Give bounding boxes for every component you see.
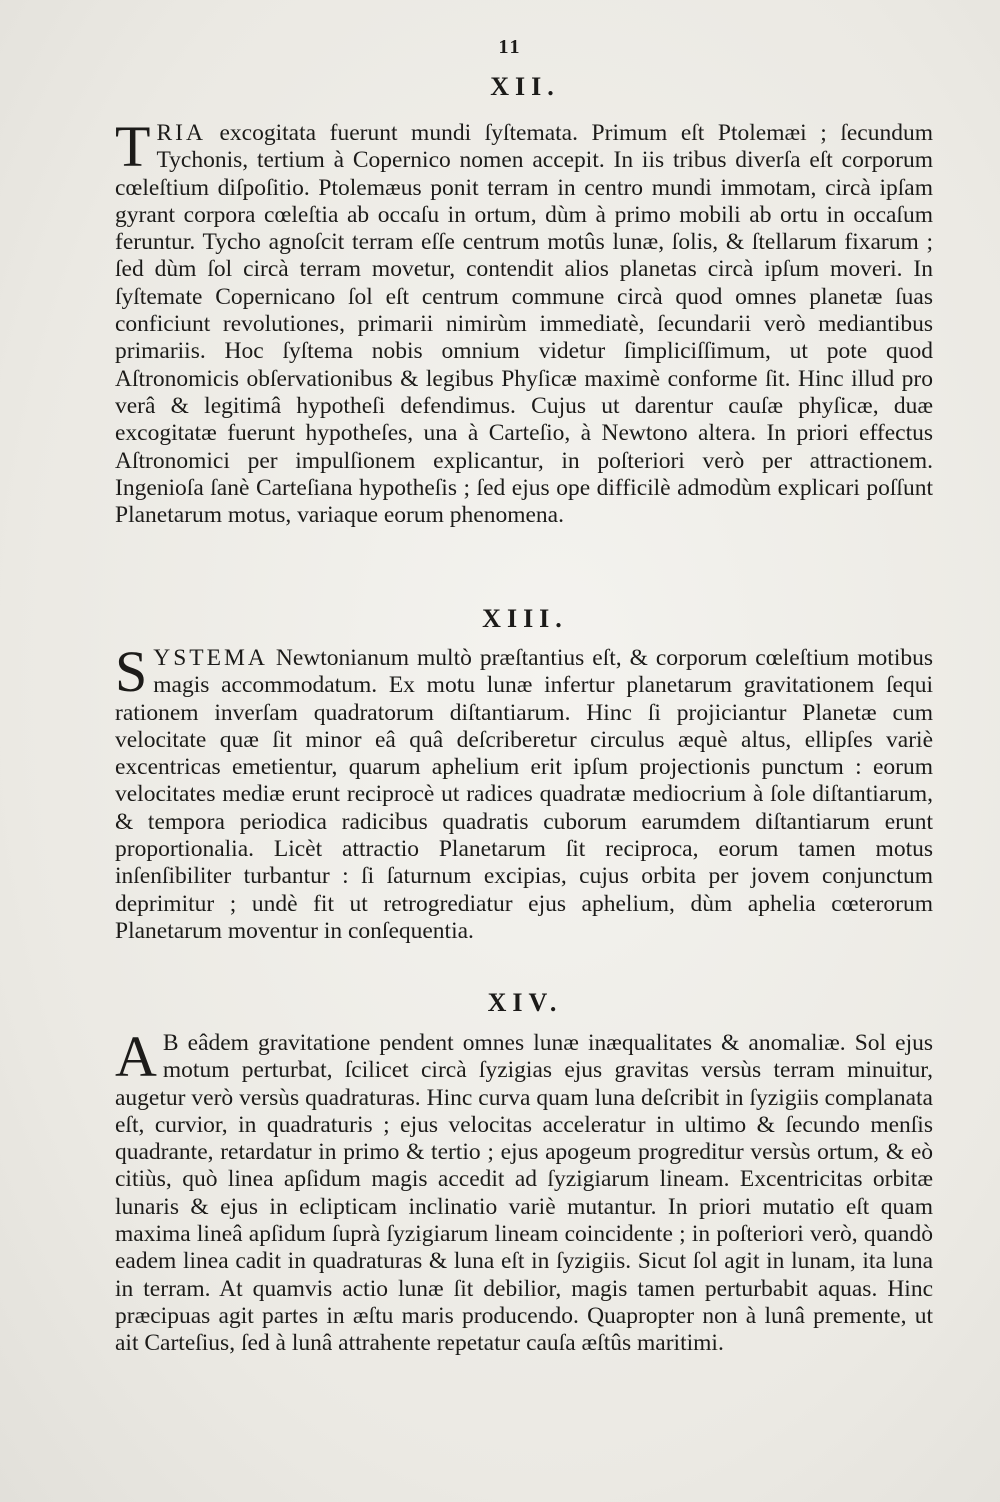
dropcap-t: T (115, 114, 151, 179)
section-xiii-lead: YSTEMA (153, 645, 268, 671)
section-heading-xiv: XIV. (487, 988, 563, 1017)
section-xiv-text: B eâdem gravitatione pendent omnes lunæ inæqualitates & anomaliæ. Sol ejus motum perturbat, ſcilicet circà ſyzigias ejus gravitas versùs terram minuitur, augetur verò versùs quadraturas. Hinc curva quam luna deſcribit in ſyzigiis complanata eſt, curvior, in quadraturis ; ejus velocitas acceleratur in ultimo & ſecundo menſis quadrante, retardatur in primo & tertio ; ejus apogeum progreditur versùs ortum, & eò citiùs, quò linea apſidum magis accedit ad ſyzigiarum lineam. Excentricitas orbitæ lunaris & ejus in eclipticam inclinatio variè mutantur. In priori mutatio eſt quam maxima lineâ apſidum ſuprà ſyzigiarum lineam coincidente ; in poſteriori verò, quandò eadem linea cadit in quadraturas & luna eſt in ſyzigiis. Sicut ſol agit in lunam, ita luna in terram. At quamvis actio lunæ ſit debilior, magis tamen perturbabit aquas. Hinc præcipuas agit partes in æſtu maris producendo. Quapropter non à lunâ premente, ut ait Carteſius, ſed à lunâ attrahente repetatur cauſa æſtûs maritimi. (115, 1030, 933, 1357)
section-xiii-text: Newtonianum multò præſtantius eſt, & corporum cœleſtium motibus magis accommodatum. Ex motu lunæ infertur planetarum gravitationem ſequi rationem inverſam quadratorum diſtantiarum. Hinc ſi projiciantur Planetæ cum velocitate quæ ſit minor eâ quâ deſcriberetur circulus æquè altus, ellipſes variè excentricas emetientur, quarum aphelium erit ipſum projectionis punctum : eorum velocitates mediæ erunt reciprocè ut radices quadratæ mediocrium à ſole diſtantiarum, & tempora periodica radicibus quadratis cuborum earumdem diſtantiarum erunt proportionalia. Licèt attractio Planetarum ſit reciproca, eorum tamen motus inſenſibiliter turbantur : ſi ſaturnum excipias, cujus orbita per jovem conjunctum deprimitur ; undè fit ut retrogrediatur ejus aphelium, dùm aphelia cœterorum Planetarum moventur in conſequentia. (115, 645, 933, 944)
dropcap-a: A (115, 1024, 157, 1089)
section-heading-xii: XII. (490, 72, 560, 101)
section-xii-paragraph (115, 114, 934, 590)
page-number: 11 (498, 36, 522, 58)
section-xiii-paragraph (115, 639, 933, 975)
section-heading-xiii: XIII. (482, 604, 568, 633)
section-xii-text: excogitata fuerunt mundi ſyſtemata. Primum eſt Ptolemæi ; ſecundum Tychonis, tertium à Copernico nomen accepit. In iis tribus diverſa eſt corporum cœleſtium diſpoſitio. Ptolemæus ponit terram in centro mundi immotam, circà ipſam gyrant corpora cœleſtia ab occaſu in ortum, dùm à primo mobili ab ortu in occaſum feruntur. Tycho agnoſcit terram eſſe centrum motûs lunæ, ſolis, & ſtellarum fixarum ; ſed dùm ſol circà terram movetur, contendit alios planetas circà ipſum moveri. In ſyſtemate Copernicano ſol eſt centrum commune circà quod omnes planetæ ſuas conficiunt revolutiones, primarii nimirùm immediatè, ſecundarii verò mediantibus primariis. Hoc ſyſtema nobis omnium videtur ſimpliciſſimum, ut pote quod Aſtronomicis obſervationibus & legibus Phyſicæ maximè conforme ſit. Hinc illud pro verâ & legitimâ hypotheſi defendimus. Cujus ut darentur cauſæ phyſicæ, duæ excogitatæ fuerunt hypotheſes, una à Carteſio, à Newtono altera. In priori effectus Aſtronomici per impulſionem explicantur, in poſteriori verò per attractionem. Ingenioſa ſanè Carteſiana hypotheſis ; ſed ejus ope difficilè admodùm explicari poſſunt Planetarum motus, variaque eorum phenomena. (115, 120, 934, 529)
section-xiv-paragraph (115, 1024, 933, 1425)
section-xii-lead: RIA (156, 120, 206, 146)
dropcap-s: S (115, 639, 148, 704)
